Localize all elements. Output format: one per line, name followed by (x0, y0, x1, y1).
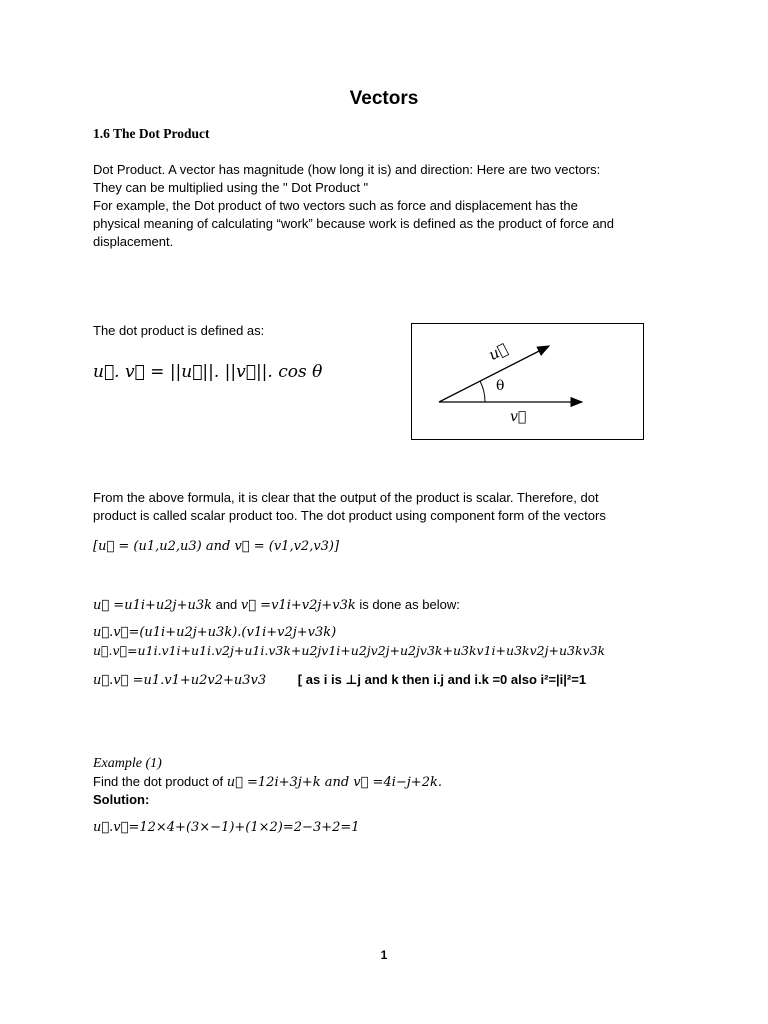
vector-diagram (412, 324, 643, 439)
scalar-line-1: From the above formula, it is clear that the output of the product is scalar. Therefore, dot (93, 490, 599, 505)
question-vectors: u⃗ =12i+3j+k and v⃗ =4i−j+2k. (226, 775, 442, 790)
intro-line-1: Dot Product. A vector has magnitude (how long it is) and direction: Here are two vectors: (93, 162, 601, 177)
scalar-line-2: product is called scalar product too. The dot product using component form of the vectors (93, 508, 606, 523)
page-title: Vectors (349, 88, 419, 109)
expansion-line-3: u⃗.v⃗=u1i.v1i+u1i.v2j+u1i.v3k+u2jv1i+u2jv2j+u2jv3k+u3kv1i+u3kv2j+u3kv3k (93, 643, 606, 658)
intro-line-3: For example, the Dot product of two vectors such as force and displacement has the (93, 198, 578, 213)
definition-label: The dot product is defined as: (93, 323, 265, 338)
expansion-line-4 (93, 671, 586, 690)
section-heading: 1.6 The Dot Product (93, 126, 210, 141)
page-number: 1 (380, 948, 388, 962)
intro-paragraph (93, 161, 693, 251)
components-line: [u⃗ = (u1,u2,u3) and v⃗ = (v1,v2,v3)] (93, 539, 340, 554)
expansion-line-2: u⃗.v⃗=(u1i+u2j+u3k).(v1i+v2j+v3k) (93, 625, 337, 640)
u-label: u⃗ (485, 339, 511, 365)
theta-label: θ (496, 378, 505, 394)
angle-arc (480, 381, 485, 402)
intro-line-2: They can be multiplied using the " Dot Product " (93, 180, 369, 195)
vector-angle-figure (411, 323, 644, 440)
solution-label: Solution: (93, 792, 150, 807)
scalar-paragraph (93, 489, 693, 525)
question-text: Find the dot product of (93, 774, 227, 789)
solution-formula: u⃗.v⃗=12×4+(3×−1)+(1×2)=2−3+2=1 (93, 820, 360, 835)
done-below-text: is done as below: (355, 597, 460, 612)
v-label: v⃗ (510, 409, 527, 425)
v-component-form: v⃗ =v1i+v2j+v3k (240, 598, 356, 613)
dot-product-result: u⃗.v⃗ =u1.v1+u2v2+u3v3 (93, 673, 267, 688)
u-component-form: u⃗ =u1i+u2j+u3k (93, 598, 212, 613)
intro-line-4: physical meaning of calculating “work” because work is defined as the product of force and (93, 216, 615, 231)
definition-formula: u⃗. v⃗ = ||u⃗||. ||v⃗||. cos θ (93, 362, 323, 382)
expansion-line-1 (93, 596, 460, 615)
example-heading: Example (1) (93, 756, 162, 771)
and-text: and (211, 597, 241, 612)
example-question (93, 773, 442, 792)
orthogonality-note: [ as i is ⊥j and k then i.j and i.k =0 also i²=|i|²=1 (297, 672, 587, 687)
intro-line-5: displacement. (93, 234, 174, 249)
